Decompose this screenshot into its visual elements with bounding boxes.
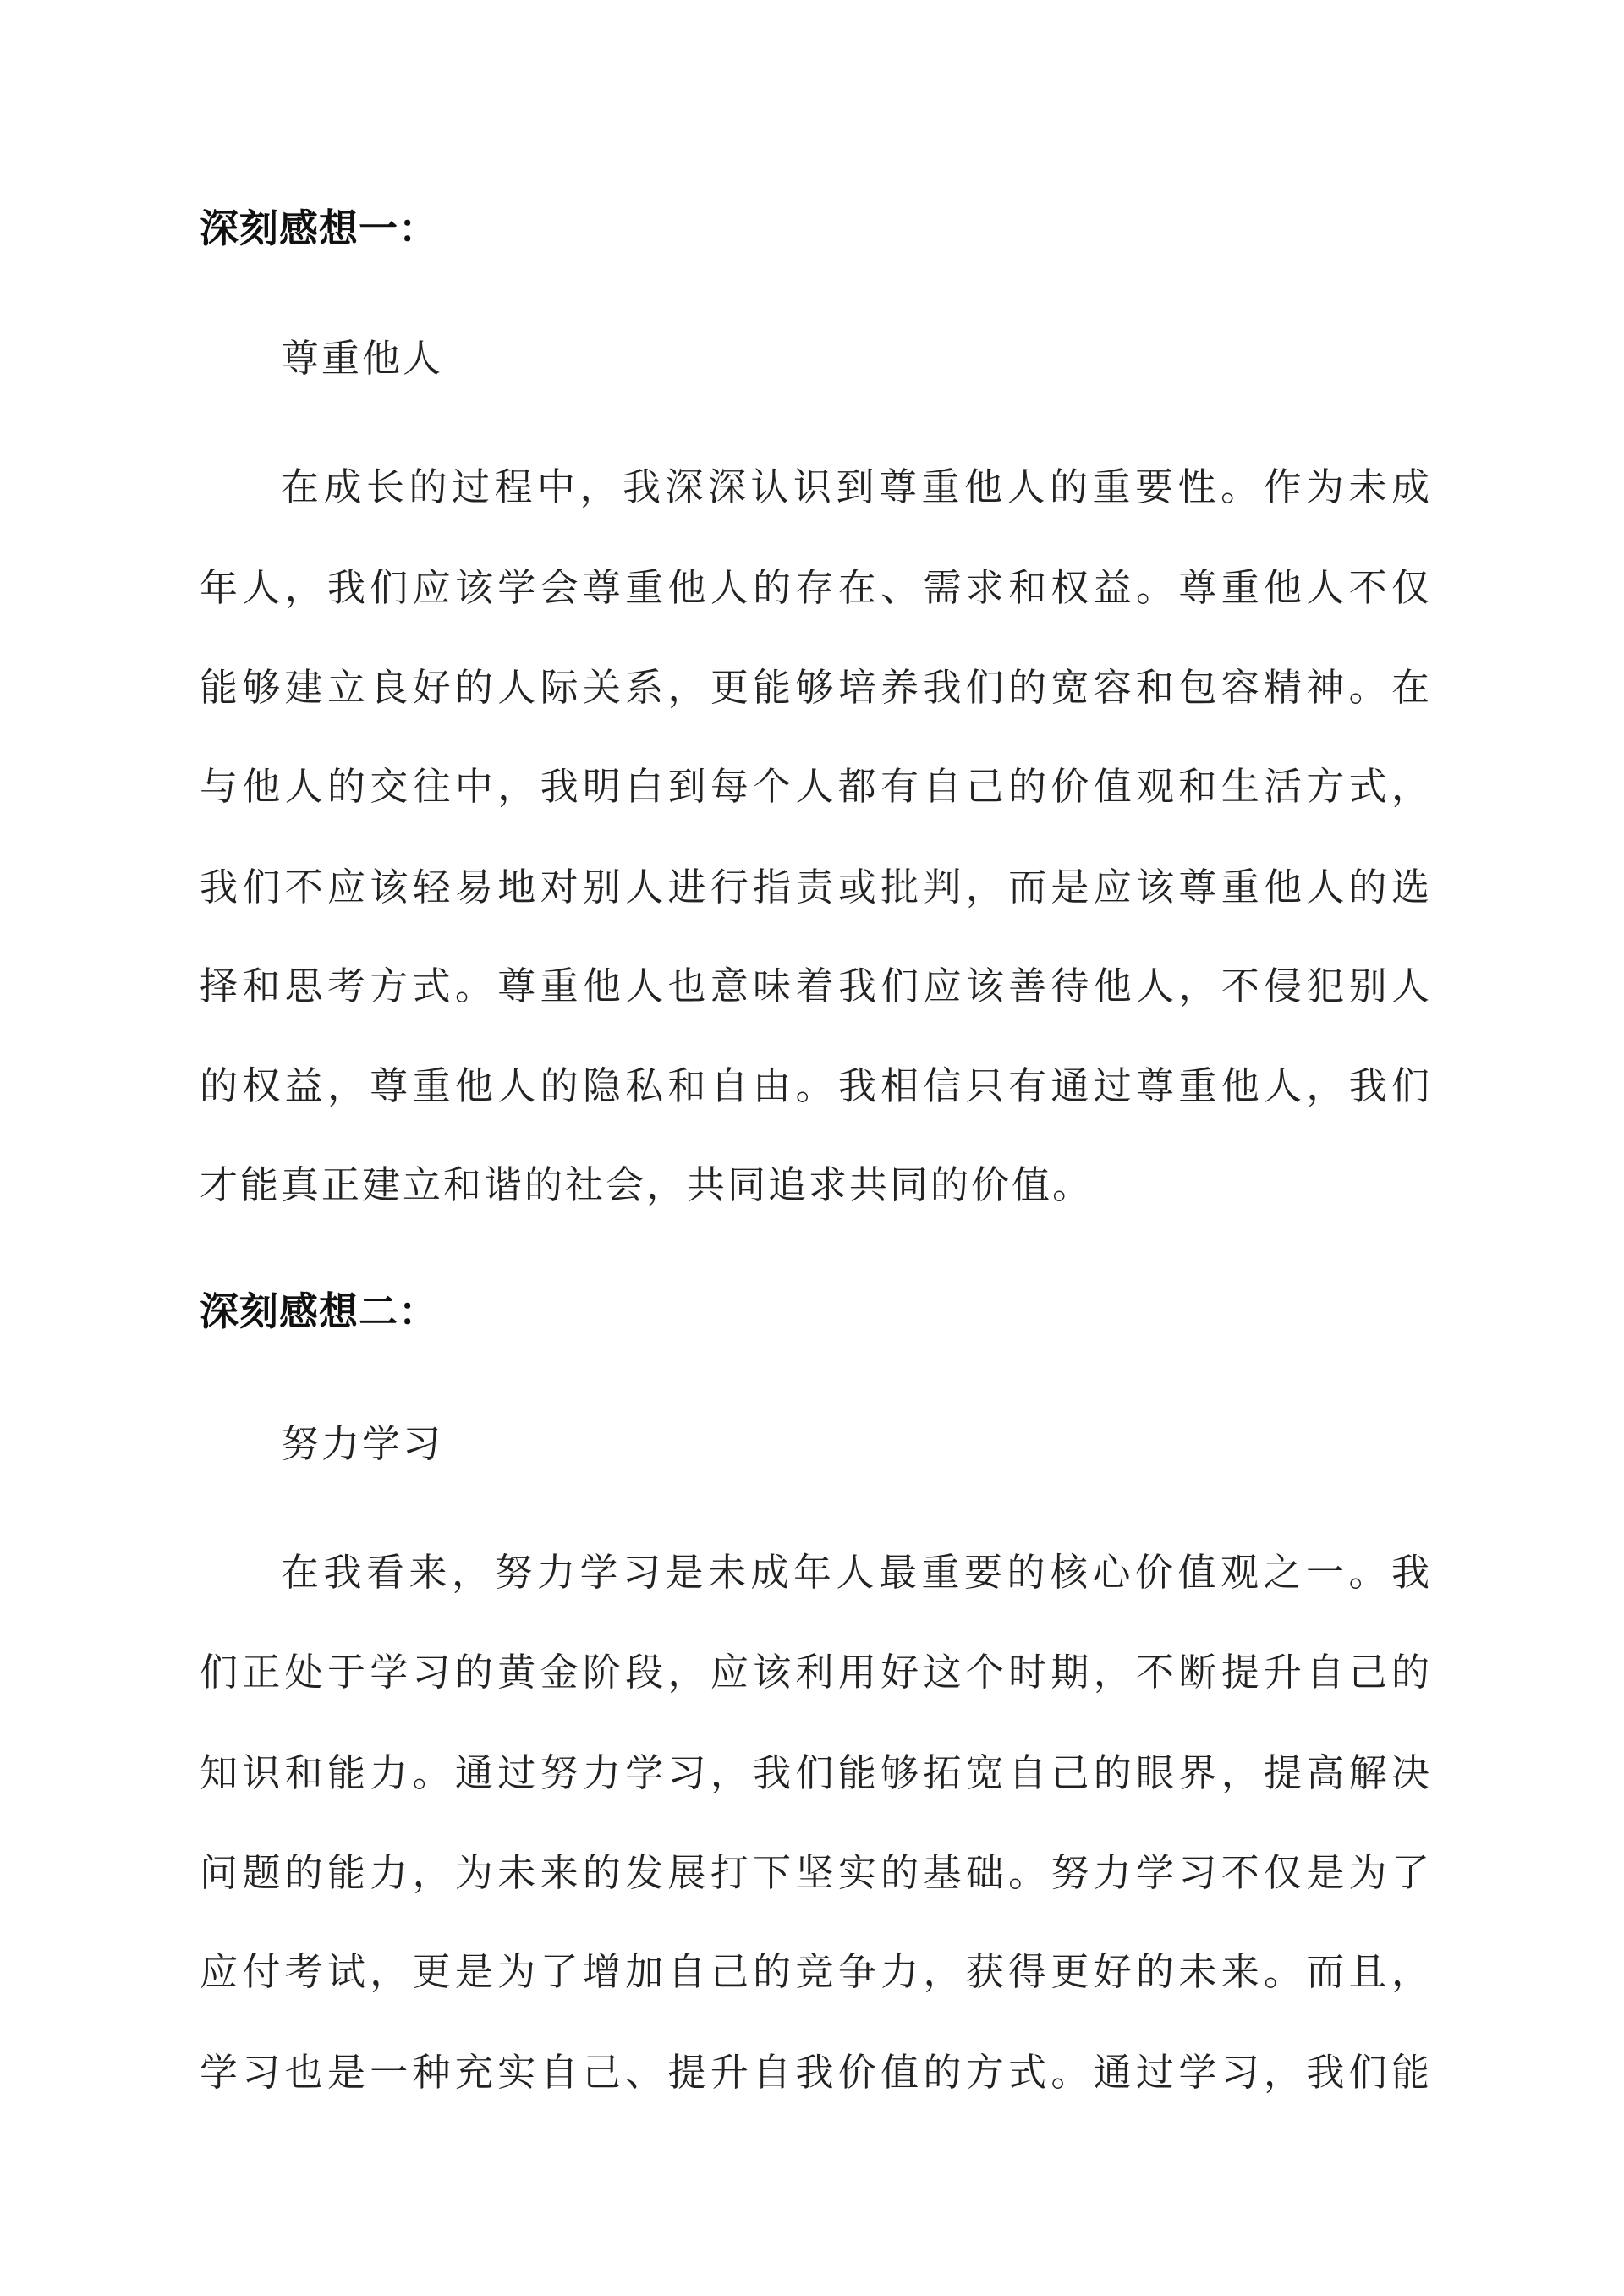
paragraph-line: 择和思考方式。尊重他人也意味着我们应该善待他人，不侵犯别人 xyxy=(200,964,1429,1008)
heading-section-2: 深刻感想二： xyxy=(200,1288,438,1334)
paragraph-line: 年人，我们应该学会尊重他人的存在、需求和权益。尊重他人不仅 xyxy=(200,565,1429,610)
paragraph-line: 能够建立良好的人际关系，更能够培养我们的宽容和包容精神。在 xyxy=(200,665,1429,710)
subtitle-section-2: 努力学习 xyxy=(281,1421,444,1466)
subtitle-section-1: 尊重他人 xyxy=(281,336,444,381)
paragraph-line: 的权益，尊重他人的隐私和自由。我相信只有通过尊重他人，我们 xyxy=(200,1063,1429,1108)
paragraph-line: 我们不应该轻易地对别人进行指责或批判，而是应该尊重他人的选 xyxy=(200,865,1429,909)
paragraph-line: 学习也是一种充实自己、提升自我价值的方式。通过学习，我们能 xyxy=(200,2050,1429,2095)
paragraph-line: 应付考试，更是为了增加自己的竞争力，获得更好的未来。而且， xyxy=(200,1949,1429,1994)
heading-section-1: 深刻感想一： xyxy=(200,206,438,251)
paragraph-line: 在成长的过程中，我深深认识到尊重他人的重要性。作为未成 xyxy=(281,464,1429,509)
paragraph-line: 知识和能力。通过努力学习，我们能够拓宽自己的眼界，提高解决 xyxy=(200,1750,1429,1795)
paragraph-line: 们正处于学习的黄金阶段，应该利用好这个时期，不断提升自己的 xyxy=(200,1650,1429,1695)
paragraph-line: 才能真正建立和谐的社会，共同追求共同的价值。 xyxy=(200,1162,1094,1207)
paragraph-line: 问题的能力，为未来的发展打下坚实的基础。努力学习不仅是为了 xyxy=(200,1850,1429,1895)
paragraph-line: 在我看来，努力学习是未成年人最重要的核心价值观之一。我 xyxy=(281,1550,1429,1595)
paragraph-line: 与他人的交往中，我明白到每个人都有自己的价值观和生活方式， xyxy=(200,764,1429,809)
